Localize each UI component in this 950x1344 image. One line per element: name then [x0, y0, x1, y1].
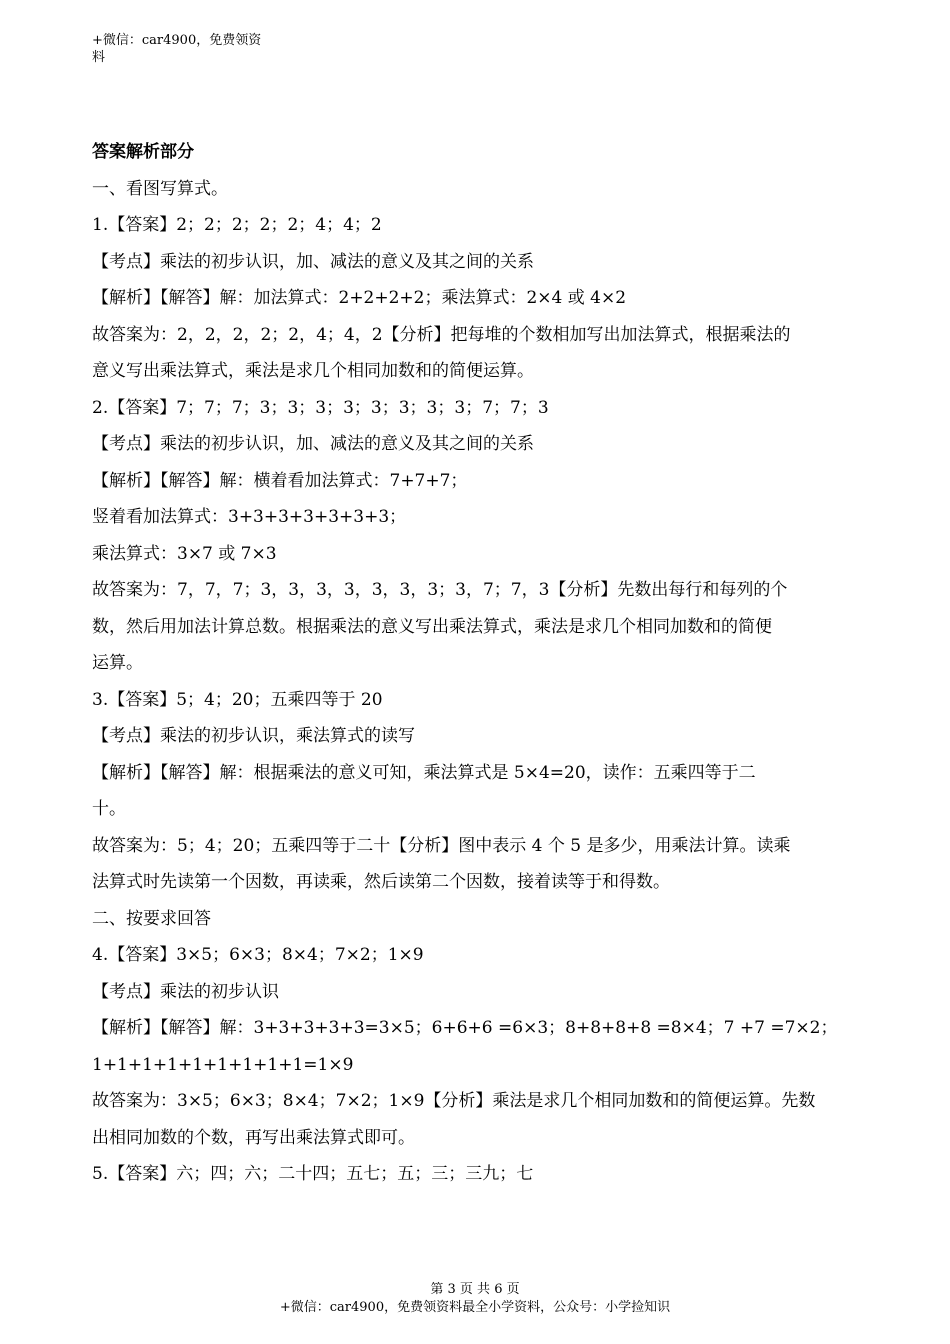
- text-line: 2.【答案】7；7；7；3；3；3；3；3；3；3；3；7；7；3: [92, 397, 549, 418]
- text-line: 出相同加数的个数，再写出乘法算式即可。: [92, 1127, 415, 1148]
- text-line: 故答案为：2，2，2，2；2，4；4，2【分析】把每堆的个数相加写出加法算式，根据乘法的: [92, 324, 791, 345]
- text-line: 1.【答案】2；2；2；2；2；4；4；2: [92, 215, 382, 235]
- text-line: 十。: [92, 799, 126, 819]
- text-line: 【解析】【解答】解：根据乘法的意义可知，乘法算式是 5×4=20，读作：五乘四等于二: [92, 762, 756, 783]
- text-line: 故答案为：3×5；6×3；8×4；7×2；1×9【分析】乘法是求几个相同加数和的简便运算。先数: [92, 1091, 816, 1111]
- answer-section: [92, 134, 862, 1193]
- section-title: 答案解析部分: [92, 142, 194, 162]
- text-line: 1+1+1+1+1+1+1+1+1=1×9: [92, 1054, 354, 1075]
- text-line: 4.【答案】3×5；6×3；8×4；7×2；1×9: [92, 945, 424, 965]
- text-line: 乘法算式：3×7 或 7×3: [92, 543, 277, 564]
- text-line: 故答案为：7，7，7；3，3，3，3，3，3，3；3，7；7，3【分析】先数出每行和每列的个: [92, 580, 788, 600]
- text-line: 【考点】乘法的初步认识，加、减法的意义及其之间的关系: [92, 434, 534, 454]
- text-line: 【考点】乘法的初步认识，加、减法的意义及其之间的关系: [92, 251, 534, 272]
- text-line: 故答案为：5；4；20；五乘四等于二十【分析】图中表示 4 个 5 是多少，用乘法计算。读乘: [92, 835, 791, 856]
- footer-watermark: +微信：car4900，免费领资料最全小学资料，公众号：小学捡知识: [279, 1300, 671, 1315]
- page-number: 第 3 页 共 6 页: [430, 1282, 520, 1297]
- text-line: 【解析】【解答】解：横着看加法算式：7+7+7；: [92, 470, 468, 491]
- header-watermark: [92, 32, 292, 66]
- header-watermark-line1: +微信：car4900，免费领资: [92, 33, 262, 48]
- text-line: 【解析】【解答】解：加法算式：2+2+2+2；乘法算式：2×4 或 4×2: [92, 288, 627, 308]
- text-line: 5.【答案】六；四；六；二十四；五七；五；三；三九；七: [92, 1164, 534, 1184]
- text-line: 运算。: [92, 653, 143, 673]
- text-line: 二、按要求回答: [92, 908, 211, 929]
- text-line: 一、看图写算式。: [92, 178, 228, 199]
- text-line: 数，然后用加法计算总数。根据乘法的意义写出乘法算式，乘法是求几个相同加数和的简便: [92, 616, 772, 637]
- text-line: 【考点】乘法的初步认识，乘法算式的读写: [92, 726, 415, 746]
- text-line: 意义写出乘法算式，乘法是求几个相同加数和的简便运算。: [92, 361, 534, 381]
- text-line: 法算式时先读第一个因数，再读乘，然后读第二个因数，接着读等于和得数。: [92, 872, 670, 892]
- header-watermark-line2: 料: [92, 50, 106, 65]
- text-line: 【考点】乘法的初步认识: [92, 981, 279, 1002]
- text-line: 【解析】【解答】解：3+3+3+3+3=3×5；6+6+6 =6×3；8+8+8+8 =8×4；7 +7 =7×2；: [92, 1018, 838, 1038]
- text-line: 3.【答案】5；4；20；五乘四等于 20: [92, 689, 383, 710]
- text-line: 竖着看加法算式：3+3+3+3+3+3+3；: [92, 507, 407, 527]
